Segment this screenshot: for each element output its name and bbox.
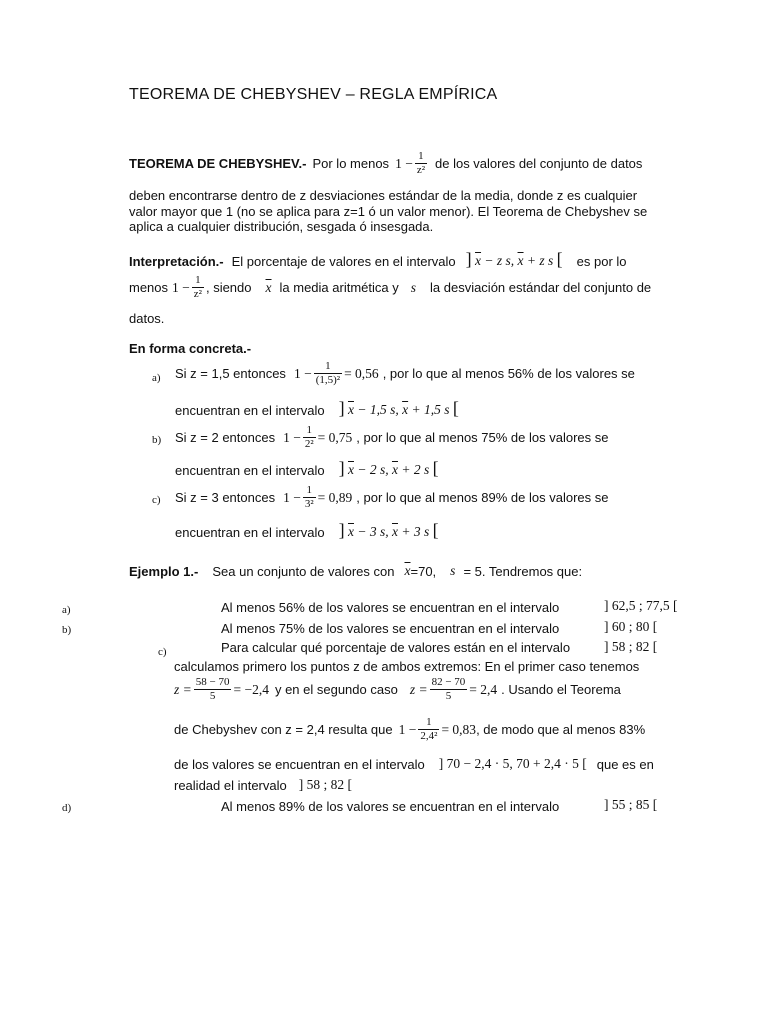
example-c-line-3 bbox=[174, 676, 621, 703]
interval-xbar: $\overline{x}$ bbox=[402, 402, 409, 417]
concrete-a-one: 1 − bbox=[293, 365, 312, 381]
concrete-c-denominator: 3² bbox=[304, 498, 314, 510]
concrete-a-line-1 bbox=[175, 360, 635, 387]
example-c-line-1: Para calcular qué porcentaje de valores están en el intervalo bbox=[221, 640, 571, 655]
interpretation-fraction-numerator: 1 bbox=[192, 274, 204, 288]
example-b-text: Al menos 75% de los valores se encuentran en el intervalo bbox=[221, 621, 560, 636]
interval-lower: − 2 s, bbox=[357, 462, 389, 477]
interpretation-fraction-one: 1 − bbox=[172, 279, 190, 295]
interpretation-text-1: El porcentaje de valores en el intervalo bbox=[231, 253, 456, 269]
concrete-b-one: 1 − bbox=[283, 429, 301, 445]
example-c-numerator: 1 bbox=[418, 716, 439, 730]
concrete-a-line-2 bbox=[175, 398, 459, 418]
concrete-a-text-post: , por lo que al menos 56% de los valores se bbox=[382, 366, 635, 381]
interval-upper: + 3 s bbox=[401, 524, 430, 539]
concrete-c-text: Si z = 3 entonces bbox=[175, 490, 276, 505]
z1-lhs: z = bbox=[174, 681, 192, 697]
interval-xbar: $\overline{x}$ bbox=[347, 524, 354, 539]
example-xbar: $\overline{x}$ bbox=[404, 563, 411, 578]
example-b-marker: b) bbox=[62, 624, 72, 636]
concrete-a-marker: a) bbox=[152, 372, 161, 384]
interval-lower: − 3 s, bbox=[357, 524, 389, 539]
concrete-b-result: = 0,75 bbox=[317, 429, 353, 445]
concrete-b-fraction bbox=[303, 424, 316, 451]
interpretation-label: Interpretación.- bbox=[129, 253, 224, 269]
interval-left-bracket: ] bbox=[338, 458, 345, 478]
concrete-label: En forma concreta.- bbox=[129, 341, 252, 356]
example-c-line-2: calculamos primero los puntos z de ambos extremos: En el primer caso tenemos bbox=[174, 659, 640, 674]
theorem-line-2: valor mayor que 1 (no se aplica para z=1 ó un valor menor). El Teorema de Chebyshev se bbox=[129, 204, 648, 219]
interpretation-fraction bbox=[192, 274, 204, 301]
example-c-denominator: 2,4² bbox=[420, 730, 438, 742]
example-text-1: Sea un conjunto de valores con bbox=[212, 563, 395, 579]
concrete-c-fraction bbox=[303, 484, 316, 511]
concrete-c-numerator: 1 bbox=[303, 484, 316, 498]
theorem-text-2: de los valores del conjunto de datos bbox=[435, 156, 643, 171]
interpretation-line-1 bbox=[129, 249, 627, 269]
interval-xbar: $\overline{x}$ bbox=[517, 253, 524, 268]
z1-fraction bbox=[194, 676, 232, 703]
interval-left-bracket: ] bbox=[465, 249, 472, 269]
example-c-result: = 0,83 bbox=[441, 721, 477, 737]
interval-xbar: $\overline{x}$ bbox=[475, 253, 482, 268]
interpretation-fraction-denominator: z² bbox=[193, 288, 202, 300]
example-d-marker: d) bbox=[62, 802, 72, 814]
example-text-3: = 5. Tendremos que: bbox=[463, 563, 583, 579]
z2-numerator: 82 − 70 bbox=[431, 676, 466, 688]
example-a-marker: a) bbox=[62, 604, 71, 616]
example-c-fraction bbox=[418, 716, 439, 743]
z2-result: = 2,4 bbox=[469, 681, 498, 697]
concrete-a-numerator: 1 bbox=[314, 360, 342, 374]
concrete-a-fraction bbox=[314, 360, 342, 387]
theorem-text-1: Por lo menos bbox=[312, 156, 390, 171]
example-c-line-6-text: realidad el intervalo bbox=[174, 777, 287, 793]
example-label: Ejemplo 1.- bbox=[129, 563, 199, 579]
theorem-fraction-denominator: z² bbox=[416, 164, 425, 176]
z1-denominator: 5 bbox=[209, 690, 216, 702]
concrete-c-one: 1 − bbox=[283, 489, 301, 505]
interval-right-bracket: [ bbox=[432, 520, 439, 540]
theorem-fraction bbox=[415, 150, 427, 177]
interpretation-s: s bbox=[410, 279, 416, 295]
interpretation-xbar: $\overline{x}$ bbox=[265, 279, 272, 295]
interval-xbar: $\overline{x}$ bbox=[391, 524, 398, 539]
concrete-c-interval-text: encuentran en el intervalo bbox=[175, 524, 325, 540]
concrete-a-result: = 0,56 bbox=[344, 365, 379, 381]
example-c-line-5-post: que es en bbox=[596, 756, 654, 772]
interval-upper: + z s bbox=[526, 253, 554, 268]
interpretation-text-4: , siendo bbox=[205, 280, 252, 295]
example-s: s bbox=[450, 563, 456, 578]
concrete-b-line-1 bbox=[175, 424, 608, 451]
example-b-interval: ] 60 ; 80 [ bbox=[604, 619, 658, 634]
concrete-c-result: = 0,89 bbox=[317, 489, 353, 505]
interpretation-text-5: la media aritmética y bbox=[279, 280, 399, 295]
concrete-a-interval bbox=[338, 398, 459, 418]
example-c-line-3-end: . Usando el Teorema bbox=[501, 682, 621, 697]
theorem-line-1: deben encontrarse dentro de z desviaciones estándar de la media, donde z es cualquier bbox=[129, 188, 638, 203]
example-c-line-6-interval: ] 58 ; 82 [ bbox=[298, 777, 352, 792]
concrete-c-line-2 bbox=[175, 520, 439, 540]
concrete-b-interval-text: encuentran en el intervalo bbox=[175, 462, 325, 478]
concrete-b-line-2 bbox=[175, 458, 439, 478]
interpretation-interval bbox=[465, 249, 563, 269]
interval-xbar: $\overline{x}$ bbox=[391, 462, 398, 477]
example-c-line-5 bbox=[174, 756, 654, 772]
concrete-b-marker: b) bbox=[152, 434, 162, 446]
interpretation-text-3: menos bbox=[129, 280, 169, 295]
interval-right-bracket: [ bbox=[556, 249, 563, 269]
example-c-mid-text: y en el segundo caso bbox=[274, 682, 398, 697]
concrete-c-interval bbox=[338, 520, 439, 540]
interval-xbar: $\overline{x}$ bbox=[347, 402, 354, 417]
theorem-line-3: aplica a cualquier distribución, sesgada ó insesgada. bbox=[129, 219, 434, 234]
concrete-a-interval-text: encuentran en el intervalo bbox=[175, 402, 325, 418]
example-c-line-1-interval: ] 58 ; 82 [ bbox=[604, 639, 658, 654]
concrete-b-denominator: 2² bbox=[304, 438, 314, 450]
example-c-marker: c) bbox=[158, 646, 167, 658]
interpretation-line-2 bbox=[129, 274, 651, 301]
example-c-line-5-interval: ] 70 − 2,4 · 5, 70 + 2,4 · 5 [ bbox=[438, 756, 587, 771]
concrete-b-text: Si z = 2 entonces bbox=[175, 430, 276, 445]
concrete-b-text-post: , por lo que al menos 75% de los valores se bbox=[356, 430, 609, 445]
example-text-2: =70, bbox=[410, 563, 437, 579]
interval-right-bracket: [ bbox=[432, 458, 439, 478]
interval-upper: + 1,5 s bbox=[411, 402, 450, 417]
concrete-a-denominator: (1,5)² bbox=[315, 374, 341, 386]
concrete-c-line-1 bbox=[175, 484, 608, 511]
page-title: TEOREMA DE CHEBYSHEV – REGLA EMPÍRICA bbox=[129, 86, 498, 103]
z2-fraction bbox=[430, 676, 468, 703]
z2-lhs: z = bbox=[409, 681, 428, 697]
theorem-label: TEOREMA DE CHEBYSHEV.- bbox=[129, 156, 307, 171]
interval-lower: − 1,5 s, bbox=[357, 402, 399, 417]
example-a-text: Al menos 56% de los valores se encuentran en el intervalo bbox=[221, 600, 560, 615]
z1-numerator: 58 − 70 bbox=[195, 676, 230, 688]
example-a-interval: ] 62,5 ; 77,5 [ bbox=[604, 598, 678, 613]
concrete-a-text: Si z = 1,5 entonces bbox=[175, 366, 286, 381]
interpretation-text-6: la desviación estándar del conjunto de bbox=[430, 280, 652, 295]
example-c-line-6 bbox=[174, 777, 352, 793]
interval-left-bracket: ] bbox=[338, 520, 345, 540]
interval-upper: + 2 s bbox=[401, 462, 430, 477]
concrete-b-interval bbox=[338, 458, 439, 478]
interpretation-line-3: datos. bbox=[129, 311, 165, 326]
theorem-fraction-one: 1 − bbox=[395, 155, 413, 171]
concrete-c-marker: c) bbox=[152, 494, 161, 506]
concrete-b-numerator: 1 bbox=[303, 424, 316, 438]
interval-right-bracket: [ bbox=[452, 398, 459, 418]
example-c-line-4-post: , de modo que al menos 83% bbox=[476, 722, 646, 737]
z1-result: = −2,4 bbox=[233, 681, 269, 697]
example-d-interval: ] 55 ; 85 [ bbox=[604, 797, 658, 812]
example-line bbox=[129, 563, 582, 579]
example-c-line-4-text: de Chebyshev con z = 2,4 resulta que bbox=[174, 722, 393, 737]
interval-xbar: $\overline{x}$ bbox=[347, 462, 354, 477]
theorem-first-line bbox=[129, 150, 642, 177]
interval-lower: − z s, bbox=[484, 253, 515, 268]
example-d-text: Al menos 89% de los valores se encuentran en el intervalo bbox=[221, 799, 560, 814]
concrete-c-text-post: , por lo que al menos 89% de los valores se bbox=[356, 490, 609, 505]
interpretation-text-2: es por lo bbox=[576, 253, 627, 269]
example-c-line-5-text: de los valores se encuentran en el intervalo bbox=[174, 756, 425, 772]
theorem-fraction-numerator: 1 bbox=[415, 150, 427, 164]
example-c-line-4 bbox=[174, 716, 645, 743]
interval-left-bracket: ] bbox=[338, 398, 345, 418]
z2-denominator: 5 bbox=[445, 690, 452, 702]
example-c-one: 1 − bbox=[398, 721, 417, 737]
